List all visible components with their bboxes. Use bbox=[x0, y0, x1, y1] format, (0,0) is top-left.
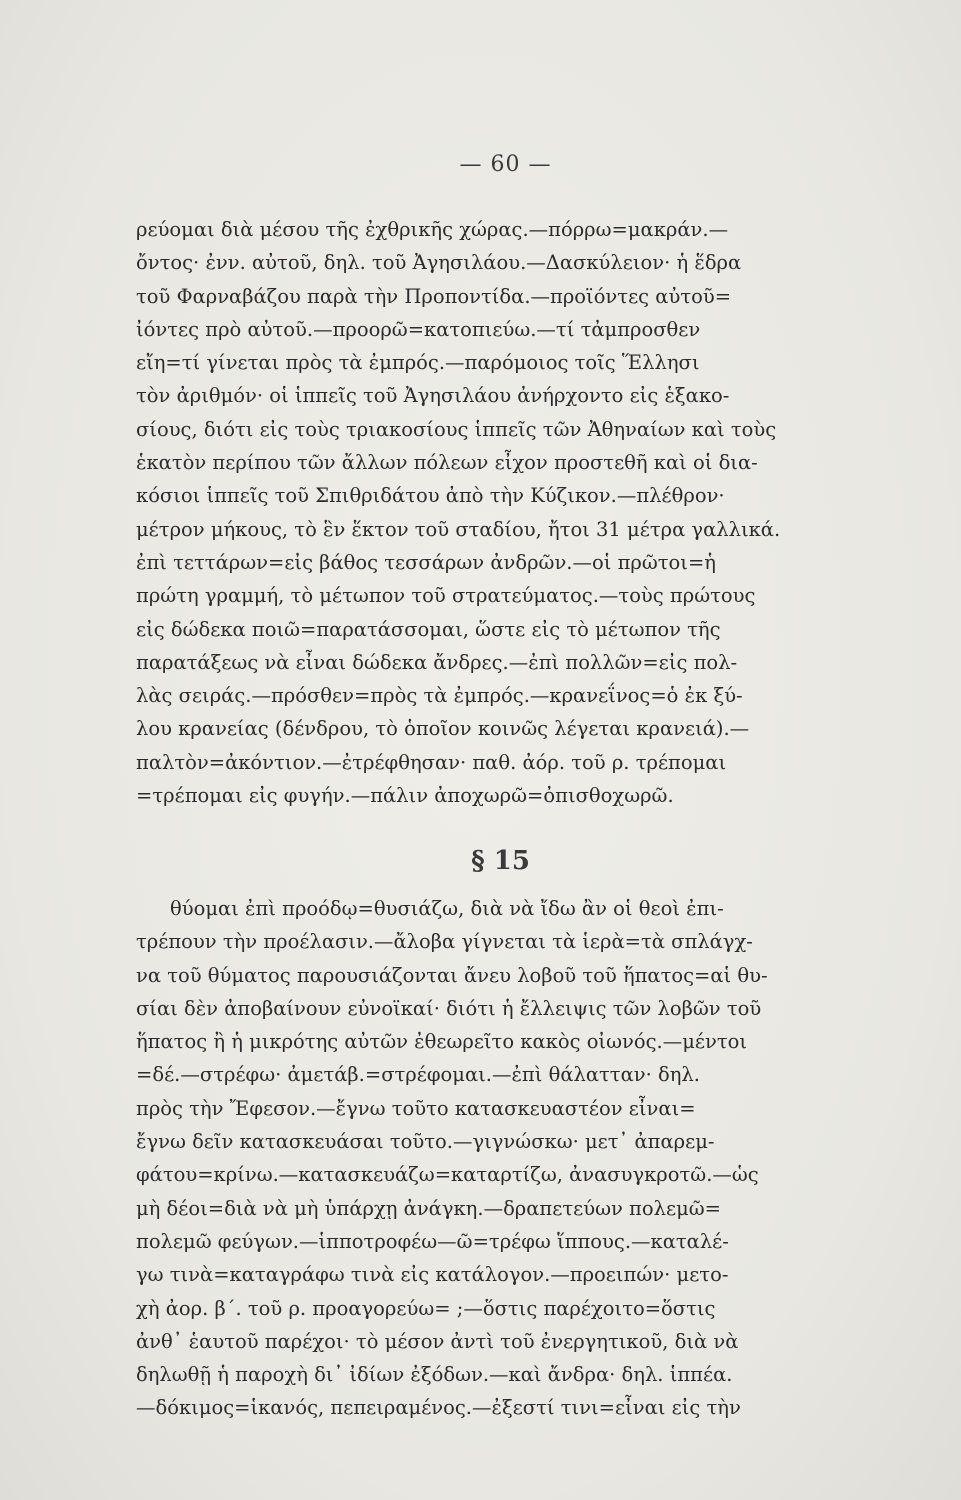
text-line: ἥπατος ἢ ἡ μικρότης αὐτῶν ἐθεωρεῖτο κακὸς οἰωνός.—μέντοι bbox=[136, 1030, 747, 1054]
text-line: πρώτη γραμμή, τὸ μέτωπον τοῦ στρατεύματος.—τοὺς πρώτους bbox=[136, 584, 756, 608]
text-line: τοῦ Φαρναβάζου παρὰ τὴν Προποντίδα.—προϊόντες αὐτοῦ= bbox=[136, 284, 732, 308]
text-line: ἐπὶ τεττάρων=εἰς βάθος τεσσάρων ἀνδρῶν.—οἱ πρῶτοι=ἡ bbox=[136, 550, 716, 574]
text-line: ἀνθ᾽ ἑαυτοῦ παρέχοι· τὸ μέσον ἀντὶ τοῦ ἐνεργητικοῦ, διὰ νὰ bbox=[136, 1329, 739, 1353]
text-line: ρεύομαι διὰ μέσου τῆς ἐχθρικῆς χώρας.—πόρρω=μακράν.— bbox=[136, 218, 729, 241]
text-line: —δόκιμος=ἱκανός, πεπειραμένος.—ἐξεστί τινι=εἶναι εἰς τὴν bbox=[136, 1396, 741, 1420]
text-line: πρὸς τὴν Ἔφεσον.—ἔγνω τοῦτο κατασκευαστέον εἶναι= bbox=[136, 1096, 696, 1120]
text-line: σίαι δὲν ἀποβαίνουν εὐνοϊκαί· διότι ἡ ἔλλειψις τῶν λοβῶν τοῦ bbox=[136, 996, 762, 1020]
text-line: =τρέπομαι εἰς φυγήν.—πάλιν ἀποχωρῶ=ὀπισθοχωρῶ. bbox=[136, 784, 674, 808]
commentary-paragraph-2 bbox=[136, 892, 866, 1425]
text-line: τρέπουν τὴν προέλασιν.—ἄλοβα γίγνεται τὰ ἱερὰ=τὰ σπλάγχ- bbox=[136, 930, 753, 954]
text-line: λου κρανείας (δένδρου, τὸ ὁποῖον κοινῶς λέγεται κρανειά).— bbox=[136, 717, 750, 741]
text-line: σίους, διότι εἰς τοὺς τριακοσίους ἱππεῖς τῶν Ἀθηναίων καὶ τοὺς bbox=[136, 417, 777, 441]
text-line: γω τινὰ=καταγράφω τινὰ εἰς κατάλογον.—προειπών· μετο- bbox=[136, 1263, 729, 1287]
text-line: χὴ ἀορ. β΄. τοῦ ρ. προαγορεύω= ;—ὅστις παρέχοιτο=ὅστις bbox=[136, 1296, 716, 1320]
text-line: εἰς δώδεκα ποιῶ=παρατάσσομαι, ὥστε εἰς τὸ μέτωπον τῆς bbox=[136, 617, 721, 641]
text-line: ὄντος· ἐνν. αὐτοῦ, δηλ. τοῦ Ἀγησιλάου.—Δασκύλειον· ἡ ἕδρα bbox=[136, 251, 742, 275]
text-line: τὸν ἀριθμόν· οἱ ἱππεῖς τοῦ Ἀγησιλάου ἀνήρχοντο εἰς ἑξακο- bbox=[136, 384, 730, 408]
text-line: πολεμῶ φεύγων.—ἱπποτροφέω—ῶ=τρέφω ἵππους.—καταλέ- bbox=[136, 1229, 729, 1253]
text-line: εἴη=τί γίνεται πρὸς τὰ ἐμπρός.—παρόμοιος τοῖς Ἕλλησι bbox=[136, 351, 700, 375]
text-line: ἔγνω δεῖν κατασκευάσαι τοῦτο.—γιγνώσκω· μετ᾽ ἀπαρεμ- bbox=[136, 1130, 715, 1154]
text-line: =δέ.—στρέφω· ἀμετάβ.=στρέφομαι.—ἐπὶ θάλατταν· δηλ. bbox=[136, 1063, 700, 1087]
text-line: κόσιοι ἱππεῖς τοῦ Σπιθριδάτου ἀπὸ τὴν Κύζικον.—πλέθρον· bbox=[136, 484, 725, 508]
text-line: φάτου=κρίνω.—κατασκευάζω=καταρτίζω, ἀνασυγκροτῶ.—ὡς bbox=[136, 1163, 759, 1187]
text-line: παρατάξεως νὰ εἶναι δώδεκα ἄνδρες.—ἐπὶ πολλῶν=εἰς πολ- bbox=[136, 650, 738, 674]
commentary-paragraph-1 bbox=[136, 213, 866, 812]
text-line: θύομαι ἐπὶ προόδῳ=θυσιάζω, διὰ νὰ ἴδω ἂν οἱ θεοὶ ἐπι- bbox=[170, 897, 724, 920]
section-heading: § 15 bbox=[471, 846, 530, 876]
text-line: μέτρον μήκους, τὸ ἓν ἕκτον τοῦ σταδίου, ἤτοι 31 μέτρα γαλλικά. bbox=[136, 517, 781, 541]
text-line: λὰς σειράς.—πρόσθεν=πρὸς τὰ ἐμπρός.—κρανεΐνος=ὁ ἐκ ξύ- bbox=[136, 684, 743, 708]
text-line: μὴ δέοι=διὰ νὰ μὴ ὑπάρχῃ ἀνάγκη.—δραπετεύων πολεμῶ= bbox=[136, 1196, 721, 1220]
text-line: παλτὸν=ἀκόντιον.—ἐτρέφθησαν· παθ. ἀόρ. τοῦ ρ. τρέπομαι bbox=[136, 750, 727, 774]
text-line: ἑκατὸν περίπου τῶν ἄλλων πόλεων εἶχον προστεθῆ καὶ οἱ δια- bbox=[136, 451, 758, 475]
text-line: να τοῦ θύματος παρουσιάζονται ἄνευ λοβοῦ τοῦ ἥπατος=αἱ θυ- bbox=[136, 963, 768, 987]
page-number: — 60 — bbox=[459, 152, 552, 177]
text-line: ἰόντες πρὸ αὐτοῦ.—προορῶ=κατοπιεύω.—τί τἀμπροσθεν bbox=[136, 317, 701, 341]
text-line: δηλωθῇ ἡ παροχὴ δι᾽ ἰδίων ἐξόδων.—καὶ ἄνδρα· δηλ. ἱππέα. bbox=[136, 1363, 733, 1387]
